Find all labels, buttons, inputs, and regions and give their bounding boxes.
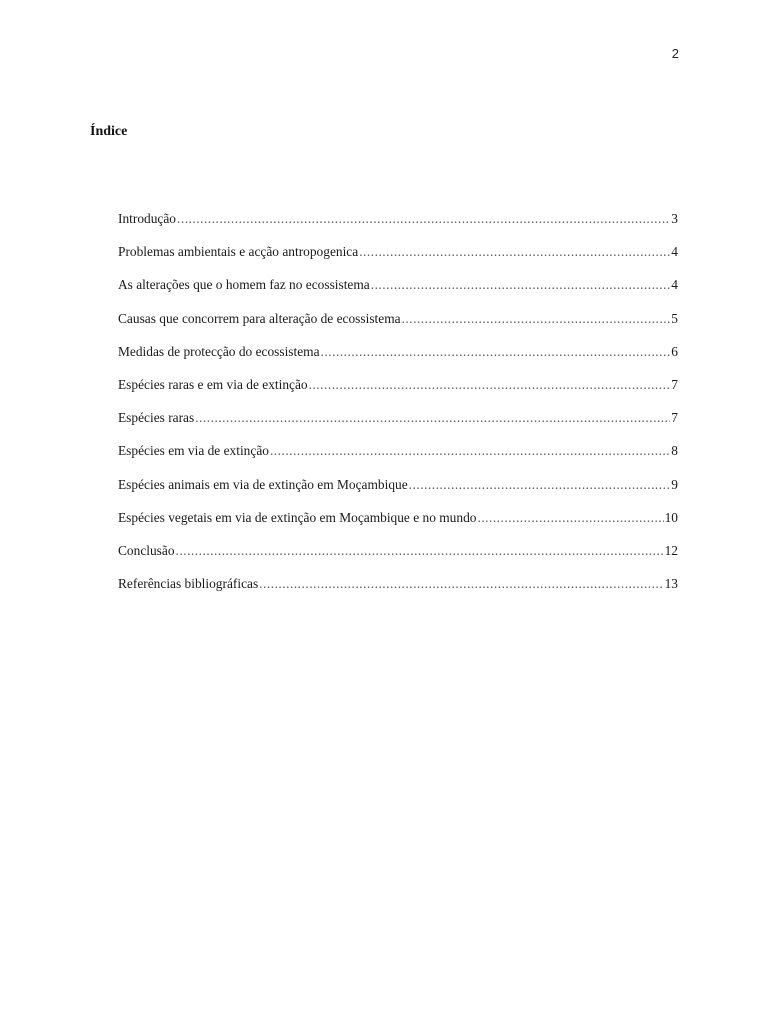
toc-dot-leader [359, 244, 670, 260]
toc-entry-text: Medidas de protecção do ecossistema [118, 343, 320, 359]
toc-entry-text: Espécies raras [118, 410, 195, 426]
toc-entry-text: Problemas ambientais e acção antropogenica [118, 244, 359, 260]
toc-entry-page: 4 [671, 277, 678, 293]
toc-dot-leader [477, 510, 663, 526]
toc-entry-page: 9 [671, 476, 678, 492]
toc-entry-page: 13 [664, 576, 678, 592]
toc-dot-leader [177, 211, 670, 227]
toc-entry-page: 3 [671, 211, 678, 226]
toc-dot-leader [259, 576, 663, 592]
toc-entry-text: Espécies animais em via de extinção em Moçambique [118, 476, 408, 492]
toc-entry-text: Conclusão [118, 542, 175, 558]
toc-dot-leader [176, 543, 664, 559]
toc-entry-page: 6 [671, 343, 678, 359]
toc-title: Índice [90, 124, 128, 139]
toc-entry[interactable] [118, 410, 678, 443]
toc-dot-leader [309, 377, 671, 393]
toc-entry-page: 10 [664, 509, 678, 525]
toc-entry[interactable] [118, 211, 678, 244]
toc-entry[interactable] [118, 576, 678, 609]
toc-entry-page: 7 [671, 410, 678, 426]
page-number: 2 [671, 46, 679, 61]
toc-entry[interactable] [118, 344, 678, 377]
toc-entry[interactable] [118, 377, 678, 410]
toc-dot-leader [270, 443, 670, 459]
toc-entry-page: 8 [671, 443, 678, 459]
toc-entry-text: As alterações que o homem faz no ecossistema [118, 277, 370, 293]
toc-entry[interactable] [118, 510, 678, 543]
toc-entry-text: Espécies raras e em via de extinção [118, 376, 308, 392]
toc-entry-text: Espécies vegetais em via de extinção em Moçambique e no mundo [118, 509, 477, 525]
table-of-contents [118, 211, 678, 609]
toc-entry-page: 12 [664, 542, 678, 558]
toc-entry[interactable] [118, 543, 678, 576]
toc-entry[interactable] [118, 277, 678, 310]
toc-dot-leader [409, 477, 671, 493]
toc-entry[interactable] [118, 311, 678, 344]
toc-entry-page: 7 [671, 376, 678, 392]
toc-entry[interactable] [118, 244, 678, 277]
toc-dot-leader [321, 344, 671, 360]
toc-entry-text: Espécies em via de extinção [118, 443, 269, 459]
toc-entry-text: Introdução [118, 211, 177, 226]
toc-entry-page: 4 [671, 244, 678, 260]
toc-dot-leader [195, 410, 670, 426]
toc-dot-leader [371, 277, 671, 293]
toc-dot-leader [402, 311, 671, 327]
toc-entry[interactable] [118, 477, 678, 510]
toc-entry-text: Causas que concorrem para alteração de ecossistema [118, 310, 401, 326]
toc-entry[interactable] [118, 443, 678, 476]
toc-entry-text: Referências bibliográficas [118, 576, 259, 592]
toc-entry-page: 5 [671, 310, 678, 326]
